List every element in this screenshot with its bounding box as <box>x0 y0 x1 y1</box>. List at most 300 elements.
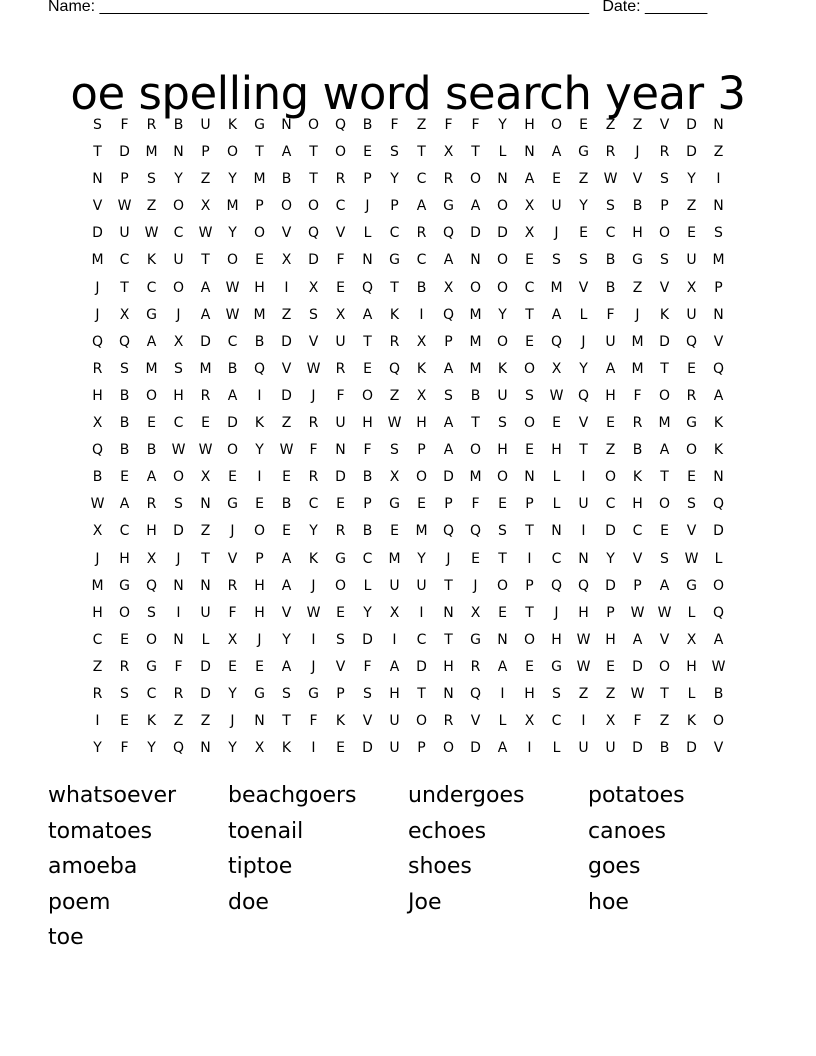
grid-row <box>84 139 732 166</box>
grid-letter: S <box>363 685 372 702</box>
grid-letter: Z <box>389 387 400 404</box>
grid-letter: Y <box>579 198 588 215</box>
grid-row <box>84 708 732 735</box>
grid-letter: S <box>660 171 669 188</box>
grid-letter: A <box>416 198 427 215</box>
grid-letter: K <box>254 415 265 432</box>
grid-letter: F <box>471 496 480 513</box>
grid-letter: T <box>498 550 507 567</box>
grid-letter: N <box>443 685 454 702</box>
grid-letter: S <box>444 387 453 404</box>
grid-letter: T <box>471 144 480 161</box>
grid-letter: K <box>713 442 724 459</box>
grid-letter: S <box>498 415 507 432</box>
grid-letter: M <box>145 144 158 161</box>
grid-letter: W <box>306 604 321 621</box>
grid-letter: E <box>579 225 588 242</box>
grid-letter: O <box>496 469 509 486</box>
grid-letter: T <box>363 333 372 350</box>
grid-letter: A <box>200 279 211 296</box>
grid-letter: R <box>632 415 643 432</box>
grid-letter: E <box>336 604 345 621</box>
grid-letter: B <box>281 496 292 513</box>
grid-letter: Q <box>712 496 725 513</box>
grid-letter: D <box>281 333 292 350</box>
grid-letter: Q <box>253 360 266 377</box>
grid-letter: B <box>254 333 265 350</box>
grid-letter: T <box>309 171 318 188</box>
grid-letter: B <box>362 117 373 133</box>
grid-letter: I <box>581 469 586 486</box>
grid-letter: Q <box>118 333 131 350</box>
grid-letter: M <box>226 198 239 215</box>
grid-letter: P <box>525 577 534 594</box>
grid-letter: G <box>632 252 643 269</box>
grid-letter: W <box>684 550 699 567</box>
grid-letter: M <box>631 360 644 377</box>
grid-letter: E <box>579 117 588 133</box>
grid-letter: E <box>282 469 291 486</box>
grid-letter: H <box>686 658 697 675</box>
grid-letter: R <box>173 685 184 702</box>
grid-letter: O <box>442 740 455 757</box>
grid-letter: S <box>390 144 399 161</box>
grid-letter: C <box>173 225 184 242</box>
grid-letter: C <box>146 685 157 702</box>
grid-letter: R <box>470 658 481 675</box>
word-list-item: canoes <box>588 818 666 844</box>
grid-letter: P <box>417 442 426 459</box>
grid-letter: A <box>443 252 454 269</box>
grid-letter: O <box>604 469 617 486</box>
grid-letter: F <box>390 117 399 133</box>
grid-letter: T <box>471 415 480 432</box>
grid-letter: S <box>174 360 183 377</box>
grid-letter: D <box>173 523 184 540</box>
grid-letter: B <box>92 469 103 486</box>
grid-letter: P <box>363 496 372 513</box>
grid-letter: U <box>605 333 616 350</box>
grid-letter: A <box>605 360 616 377</box>
grid-letter: A <box>281 550 292 567</box>
grid-letter: Q <box>145 577 158 594</box>
grid-letter: A <box>443 415 454 432</box>
grid-letter: I <box>257 469 262 486</box>
grid-letter: Q <box>361 279 374 296</box>
grid-letter: X <box>254 740 265 757</box>
grid-letter: H <box>632 496 643 513</box>
grid-letter: A <box>281 144 292 161</box>
grid-letter: O <box>496 333 509 350</box>
grid-letter: U <box>200 117 211 133</box>
grid-letter: W <box>198 442 213 459</box>
grid-letter: H <box>92 387 103 404</box>
grid-letter: R <box>605 144 616 161</box>
grid-letter: K <box>686 713 697 730</box>
letter-grid <box>84 112 732 762</box>
grid-letter: M <box>91 577 104 594</box>
grid-letter: L <box>363 577 372 594</box>
grid-letter: P <box>417 740 426 757</box>
grid-letter: E <box>363 360 372 377</box>
grid-letter: X <box>524 225 535 242</box>
grid-letter: V <box>227 550 238 567</box>
grid-letter: Y <box>93 740 102 757</box>
grid-letter: B <box>605 252 616 269</box>
grid-letter: J <box>635 306 640 323</box>
grid-letter: Z <box>578 685 589 702</box>
grid-letter: U <box>497 387 508 404</box>
grid-letter: P <box>336 685 345 702</box>
grid-letter: A <box>200 306 211 323</box>
grid-letter: P <box>255 550 264 567</box>
grid-letter: E <box>687 225 696 242</box>
grid-letter: I <box>284 279 289 296</box>
grid-letter: G <box>389 252 400 269</box>
grid-letter: N <box>524 144 535 161</box>
grid-letter: G <box>146 658 157 675</box>
grid-letter: X <box>416 333 427 350</box>
grid-letter: H <box>254 604 265 621</box>
grid-letter: T <box>93 144 102 161</box>
word-list-item: whatsoever <box>48 783 177 808</box>
grid-letter: B <box>227 360 238 377</box>
grid-letter: N <box>551 523 562 540</box>
grid-letter: H <box>416 415 427 432</box>
grid-letter: Q <box>334 117 347 133</box>
grid-letter: E <box>498 604 507 621</box>
grid-letter: D <box>659 333 670 350</box>
grid-letter: D <box>281 387 292 404</box>
grid-letter: M <box>415 523 428 540</box>
grid-letter: X <box>200 198 211 215</box>
grid-letter: G <box>470 631 481 648</box>
grid-letter: J <box>257 631 262 648</box>
grid-letter: T <box>120 279 129 296</box>
grid-letter: L <box>498 713 507 730</box>
grid-letter: E <box>255 658 264 675</box>
grid-letter: T <box>660 685 669 702</box>
grid-letter: I <box>311 740 316 757</box>
grid-letter: Y <box>579 360 588 377</box>
grid-letter: E <box>363 144 372 161</box>
grid-letter: B <box>362 469 373 486</box>
grid-letter: Y <box>363 604 372 621</box>
grid-letter: U <box>605 740 616 757</box>
grid-letter: D <box>470 740 481 757</box>
grid-letter: B <box>659 740 670 757</box>
grid-letter: E <box>687 360 696 377</box>
grid-letter: T <box>309 144 318 161</box>
grid-letter: Q <box>442 523 455 540</box>
grid-letter: S <box>147 604 156 621</box>
grid-letter: A <box>659 442 670 459</box>
grid-row <box>84 356 732 383</box>
grid-letter: O <box>253 523 266 540</box>
grid-letter: X <box>227 631 238 648</box>
grid-letter: W <box>549 387 564 404</box>
grid-letter: Q <box>91 333 104 350</box>
grid-letter: O <box>280 198 293 215</box>
grid-letter: V <box>335 658 346 675</box>
grid-letter: C <box>92 631 103 648</box>
grid-letter: O <box>307 198 320 215</box>
grid-letter: J <box>554 225 559 242</box>
grid-letter: O <box>685 442 698 459</box>
grid-letter: T <box>390 279 399 296</box>
grid-letter: E <box>120 469 129 486</box>
grid-letter: E <box>552 171 561 188</box>
grid-letter: A <box>146 469 157 486</box>
grid-letter: Z <box>605 442 616 459</box>
grid-letter: A <box>524 171 535 188</box>
word-list-item: hoe <box>588 889 629 915</box>
grid-letter: U <box>416 577 427 594</box>
grid-letter: E <box>228 469 237 486</box>
grid-letter: M <box>712 252 725 269</box>
grid-letter: M <box>631 333 644 350</box>
grid-letter: I <box>500 685 505 702</box>
grid-letter: U <box>119 225 130 242</box>
grid-letter: K <box>416 360 427 377</box>
grid-letter: O <box>145 631 158 648</box>
grid-letter: D <box>227 415 238 432</box>
grid-letter: Y <box>309 523 318 540</box>
grid-letter: I <box>419 306 424 323</box>
grid-letter: O <box>658 658 671 675</box>
grid-letter: B <box>470 387 481 404</box>
grid-letter: X <box>416 387 427 404</box>
grid-row <box>84 193 732 220</box>
grid-letter: F <box>336 252 345 269</box>
grid-letter: V <box>362 713 373 730</box>
grid-letter: N <box>470 252 481 269</box>
grid-letter: G <box>227 496 238 513</box>
grid-letter: T <box>201 252 210 269</box>
grid-letter: C <box>227 333 238 350</box>
grid-letter: O <box>658 387 671 404</box>
grid-letter: C <box>308 496 319 513</box>
grid-letter: W <box>279 442 294 459</box>
grid-letter: R <box>335 360 346 377</box>
grid-letter: D <box>200 658 211 675</box>
grid-letter: B <box>416 279 427 296</box>
grid-letter: O <box>496 577 509 594</box>
grid-letter: O <box>469 279 482 296</box>
grid-letter: Q <box>712 604 725 621</box>
grid-letter: S <box>660 252 669 269</box>
grid-letter: Z <box>713 144 724 161</box>
grid-letter: C <box>551 713 562 730</box>
grid-letter: K <box>659 306 670 323</box>
grid-letter: I <box>527 550 532 567</box>
grid-letter: N <box>92 171 103 188</box>
grid-row <box>84 383 732 410</box>
grid-letter: Y <box>228 225 237 242</box>
grid-letter: Z <box>605 117 616 133</box>
grid-letter: W <box>225 279 240 296</box>
grid-letter: R <box>227 577 238 594</box>
grid-letter: S <box>336 631 345 648</box>
grid-letter: W <box>711 658 726 675</box>
grid-letter: E <box>525 442 534 459</box>
grid-row <box>84 302 732 329</box>
grid-letter: S <box>93 117 102 133</box>
grid-letter: P <box>444 496 453 513</box>
grid-letter: V <box>659 631 670 648</box>
grid-letter: I <box>257 387 262 404</box>
grid-letter: B <box>173 117 184 133</box>
grid-letter: B <box>713 685 724 702</box>
grid-letter: W <box>630 604 645 621</box>
grid-row <box>84 546 732 573</box>
grid-letter: H <box>605 631 616 648</box>
grid-letter: E <box>687 469 696 486</box>
grid-letter: B <box>632 198 643 215</box>
grid-letter: C <box>416 171 427 188</box>
grid-letter: X <box>308 279 319 296</box>
grid-letter: R <box>443 713 454 730</box>
grid-letter: H <box>92 604 103 621</box>
grid-row <box>84 275 732 302</box>
grid-letter: Y <box>390 171 399 188</box>
grid-letter: O <box>172 279 185 296</box>
grid-letter: O <box>496 252 509 269</box>
grid-letter: G <box>254 117 265 133</box>
grid-letter: D <box>497 225 508 242</box>
grid-letter: I <box>419 604 424 621</box>
grid-letter: K <box>146 252 157 269</box>
grid-letter: J <box>176 306 181 323</box>
word-list-item: tomatoes <box>48 818 153 844</box>
grid-letter: Z <box>200 171 211 188</box>
word-list-item: poem <box>48 889 111 915</box>
grid-letter: Q <box>442 306 455 323</box>
grid-letter: J <box>311 387 316 404</box>
grid-letter: U <box>389 740 400 757</box>
grid-letter: M <box>469 360 482 377</box>
grid-letter: I <box>311 631 316 648</box>
grid-letter: J <box>95 279 100 296</box>
grid-letter: C <box>605 225 616 242</box>
grid-letter: A <box>443 442 454 459</box>
grid-letter: E <box>552 415 561 432</box>
grid-letter: H <box>524 117 535 133</box>
grid-letter: Q <box>307 225 320 242</box>
grid-letter: E <box>660 523 669 540</box>
grid-letter: K <box>389 306 400 323</box>
grid-letter: L <box>498 144 507 161</box>
grid-letter: A <box>497 740 508 757</box>
grid-letter: W <box>576 631 591 648</box>
grid-letter: Y <box>498 306 507 323</box>
grid-letter: Z <box>416 117 427 133</box>
grid-letter: U <box>335 415 346 432</box>
grid-letter: P <box>714 279 723 296</box>
grid-letter: Z <box>92 658 103 675</box>
word-list-item: Joe <box>408 889 442 915</box>
grid-letter: T <box>525 604 534 621</box>
grid-letter: D <box>686 740 697 757</box>
grid-letter: V <box>713 740 724 757</box>
grid-letter: E <box>120 713 129 730</box>
grid-letter: A <box>119 496 130 513</box>
grid-letter: I <box>527 740 532 757</box>
grid-letter: Z <box>200 523 211 540</box>
grid-letter: X <box>92 523 103 540</box>
grid-letter: F <box>633 387 642 404</box>
grid-letter: V <box>281 225 292 242</box>
grid-letter: N <box>713 198 724 215</box>
grid-letter: D <box>362 740 373 757</box>
grid-letter: L <box>687 685 696 702</box>
word-list-item: undergoes <box>408 783 525 808</box>
grid-letter: W <box>90 496 105 513</box>
grid-letter: G <box>389 496 400 513</box>
grid-letter: T <box>525 523 534 540</box>
grid-letter: N <box>713 117 724 133</box>
grid-letter: X <box>686 279 697 296</box>
grid-letter: O <box>658 496 671 513</box>
grid-letter: X <box>686 631 697 648</box>
grid-letter: Q <box>550 333 563 350</box>
grid-letter: A <box>389 658 400 675</box>
grid-letter: F <box>606 306 615 323</box>
grid-letter: L <box>552 740 561 757</box>
grid-letter: Q <box>469 685 482 702</box>
grid-row <box>84 491 732 518</box>
grid-row <box>84 437 732 464</box>
word-list <box>48 778 788 956</box>
grid-letter: E <box>201 415 210 432</box>
grid-letter: X <box>281 252 292 269</box>
grid-letter: M <box>469 306 482 323</box>
word-list-item: doe <box>228 889 269 915</box>
grid-letter: M <box>388 550 401 567</box>
grid-letter: C <box>173 415 184 432</box>
grid-letter: U <box>578 496 589 513</box>
grid-letter: K <box>281 740 292 757</box>
grid-letter: L <box>714 550 723 567</box>
grid-letter: P <box>363 171 372 188</box>
grid-row <box>84 735 732 762</box>
grid-letter: M <box>91 252 104 269</box>
grid-letter: D <box>470 225 481 242</box>
grid-letter: S <box>309 306 318 323</box>
grid-letter: O <box>712 577 725 594</box>
grid-row <box>84 573 732 600</box>
grid-letter: W <box>225 306 240 323</box>
grid-letter: O <box>118 604 131 621</box>
grid-letter: G <box>686 415 697 432</box>
grid-letter: O <box>226 252 239 269</box>
grid-letter: X <box>173 333 184 350</box>
grid-letter: S <box>714 225 723 242</box>
grid-letter: M <box>253 171 266 188</box>
grid-letter: N <box>578 550 589 567</box>
grid-letter: O <box>550 117 563 133</box>
grid-letter: V <box>578 279 589 296</box>
grid-letter: S <box>147 171 156 188</box>
grid-letter: F <box>309 442 318 459</box>
grid-letter: F <box>228 604 237 621</box>
grid-letter: N <box>173 144 184 161</box>
grid-letter: O <box>172 198 185 215</box>
grid-letter: R <box>92 685 103 702</box>
grid-letter: O <box>523 415 536 432</box>
grid-letter: F <box>471 117 480 133</box>
grid-letter: F <box>336 387 345 404</box>
